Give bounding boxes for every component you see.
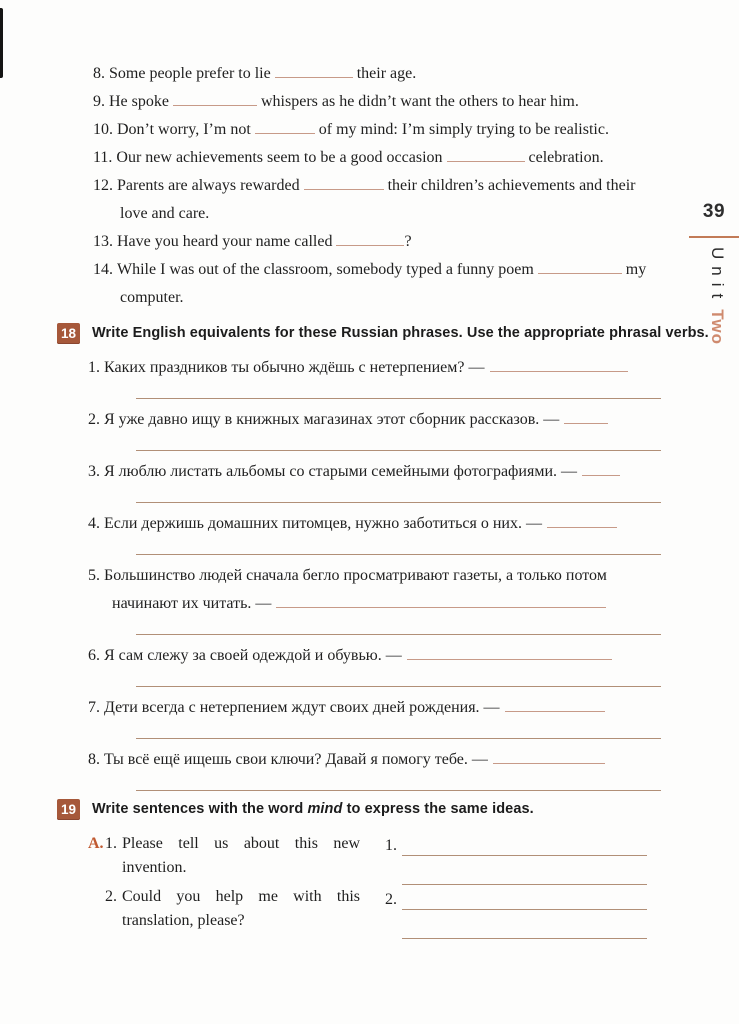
exercise19-answer-2 [385,888,647,939]
item-number: 12. [93,177,113,194]
instruction-text: to express the same ideas. [342,801,534,817]
exercise18-items [88,354,661,791]
item-text-pre: Parents are always rewarded [117,177,300,194]
exercise18-badge: 18 [57,323,80,344]
answer-line [407,647,612,660]
exercise17-item-11 [93,144,659,172]
exercise18-item-1 [88,354,661,399]
exercise17-item-12 [93,172,659,228]
answer-line [402,834,647,856]
exercise18-item-7 [88,694,661,739]
exercise18-item-4 [88,510,661,555]
item-text-pre: Our new achievements seem to be a good occasion [116,149,443,166]
item-number: 13. [93,233,113,250]
answer-blank [304,175,384,190]
part-a-label: A. [88,835,104,852]
answer-blank [275,63,353,78]
exercise17-item-10 [93,116,659,144]
exercise19-instruction [92,799,534,820]
exercise17-item-9 [93,88,659,116]
exercise19-answers [385,834,647,942]
item-number: 1. [88,359,100,376]
answer-line [136,790,661,791]
exercise18-item-5 [88,562,661,635]
answer-blank [447,147,525,162]
exercise19-body [88,832,739,942]
exercise18-instruction: Write English equivalents for these Russian phrases. Use the appropriate phrasal verbs. [92,325,709,341]
sidebar-rule [689,236,739,238]
answer-blank [336,231,404,246]
item-number: 8. [93,65,105,82]
answer-line [276,595,606,608]
item-number: 11. [93,149,113,166]
exercise17-item-8 [93,60,659,88]
exercise19-prompt-2 [105,885,360,932]
exercise17-items [93,60,659,312]
item-number: 2. [105,888,117,905]
answer-line [136,502,661,503]
answer-line [136,686,661,687]
item-number: 8. [88,751,100,768]
item-text-pre: While I was out of the classroom, somebody typed a funny poem [117,261,534,278]
item-number: 9. [93,93,105,110]
exercise17-item-14 [93,256,659,312]
item-text-pre: Some people prefer to lie [109,65,271,82]
item-number: 4. [88,515,100,532]
item-text-pre: He spoke [109,93,169,110]
item-number: 6. [88,647,100,664]
item-text-post: their age. [356,65,417,82]
answer-blank [173,91,257,106]
item-text: Я люблю листать альбомы со старыми семейными фотографиями. — [104,463,578,480]
answer-blank [538,259,622,274]
item-text-post: whispers as he didn’t want the others to hear him. [260,93,579,110]
unit-tab-number: Two [708,309,727,345]
answer-blank [255,119,315,134]
exercise18-item-6 [88,642,661,687]
item-text-post: of my mind: I’m simply trying to be realistic. [318,121,609,138]
item-text: Я сам слежу за своей одеждой и обувью. — [104,647,402,664]
unit-tab-word: Unit [708,247,727,306]
item-text: Каких праздников ты обычно ждёшь с нетерпением? — [104,359,485,376]
item-number: 14. [93,261,113,278]
answer-line [136,450,661,451]
item-text: Большинство людей сначала бегло просматривают газеты, а только потом начинают их читать. — [104,567,607,612]
exercise17-item-13 [93,228,659,256]
item-text-post: ? [404,233,412,250]
answer-row [385,888,647,912]
item-number: 10. [93,121,113,138]
item-text-post: celebration. [528,149,604,166]
item-number: 3. [88,463,100,480]
answer-row [385,834,647,858]
item-number: 2. [385,891,397,908]
item-number: 2. [88,411,100,428]
answer-line [505,699,605,712]
item-number: 5. [88,567,100,584]
exercise18-item-2 [88,406,661,451]
answer-line [547,515,617,528]
exercise19-prompt-1 [105,832,360,879]
item-text: Я уже давно ищу в книжных магазинах этот сборник рассказов. — [104,411,560,428]
unit-tab [707,247,727,345]
answer-line [136,554,661,555]
scan-edge-artifact [0,8,3,78]
page-number: 39 [702,201,726,222]
item-text: Дети всегда с нетерпением ждут своих дней рождения. — [104,699,500,716]
item-number: 1. [105,835,117,852]
item-text-pre: Don’t worry, I’m not [117,121,251,138]
prompt-text: Please tell us about this new invention. [122,835,360,876]
answer-line [136,634,661,635]
answer-line [582,463,620,476]
item-text: Если держишь домашних питомцев, нужно заботиться о них. — [104,515,542,532]
exercise19-prompts [88,832,360,942]
answer-line [402,884,647,885]
item-text: Ты всё ещё ищешь свои ключи? Давай я помогу тебе. — [104,751,488,768]
exercise19-header [57,799,739,820]
item-text-post: my computer. [120,261,647,306]
answer-line [490,359,628,372]
answer-line [493,751,605,764]
exercise19-answer-1 [385,834,647,885]
item-number: 1. [385,837,397,854]
exercise19-badge: 19 [57,799,80,820]
answer-line [136,738,661,739]
answer-line [402,888,647,910]
prompt-text: Could you help me with this translation, please? [122,888,360,929]
exercise18-item-8 [88,746,661,791]
item-text-pre: Have you heard your name called [117,233,333,250]
item-number: 7. [88,699,100,716]
answer-line [564,411,608,424]
item-text-post: their children’s achievements and their love and care. [120,177,636,222]
exercise18-header [57,323,739,344]
exercise18-item-3 [88,458,661,503]
instruction-text: Write sentences with the word [92,801,308,817]
instruction-italic-word: mind [307,801,343,817]
answer-line [402,938,647,939]
answer-line [136,398,661,399]
